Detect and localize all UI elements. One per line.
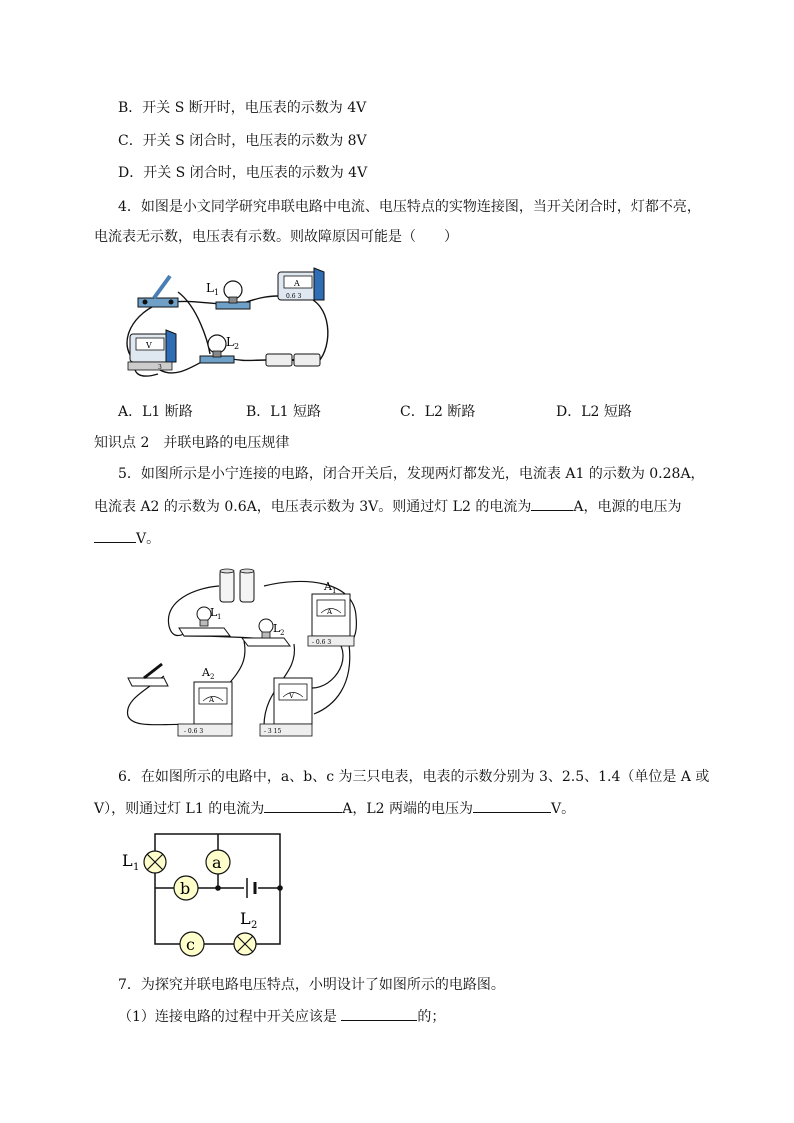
q4-option-d: D．L2 短路 xyxy=(556,404,632,420)
meter-c-icon xyxy=(180,932,204,956)
q3-option-b: B．开关 S 断开时，电压表的示数为 4V xyxy=(118,100,367,116)
section-heading: 知识点 2 并联电路的电压规律 xyxy=(94,435,290,451)
svg-text:2: 2 xyxy=(234,342,240,351)
q6-circuit-figure xyxy=(120,830,290,955)
svg-text:2: 2 xyxy=(210,673,215,681)
q4-stem-line1: 4．如图是小文同学研究串联电路中电流、电压特点的实物连接图，当开关闭合时，灯都不亮， xyxy=(118,199,701,215)
meter-b-icon xyxy=(174,876,198,900)
bulb-l1-icon xyxy=(179,606,230,636)
q5-blank-2[interactable] xyxy=(94,528,136,543)
q7-blank-1[interactable] xyxy=(341,1006,417,1021)
q7-sub1: （1）连接电路的过程中开关应该是 的； xyxy=(118,1006,445,1027)
q5-stem-line2: 电流表 A2 的示数为 0.6A，电压表示数为 3V。则通过灯 L2 的电流为 A，电源的电压为 xyxy=(94,496,681,517)
q6-blank-2[interactable] xyxy=(473,798,551,813)
svg-text:- 0.6 3: - 0.6 3 xyxy=(312,639,332,646)
bulb-l1-icon xyxy=(206,281,250,309)
svg-text:3: 3 xyxy=(158,364,162,371)
q4-option-a: A．L1 断路 xyxy=(118,404,193,420)
q5-stem-line3: V。 xyxy=(94,528,160,549)
svg-text:- 0.6 3: - 0.6 3 xyxy=(184,728,204,735)
q4-option-c: C．L2 断路 xyxy=(400,404,476,420)
svg-text:- 3 15: - 3 15 xyxy=(264,728,282,735)
lamp-l2-icon xyxy=(234,909,257,955)
svg-text:1: 1 xyxy=(214,288,220,297)
lamp-l1-icon xyxy=(122,851,166,873)
svg-text:2: 2 xyxy=(251,920,258,931)
svg-text:L: L xyxy=(240,909,251,928)
svg-text:L: L xyxy=(122,851,133,870)
l1-label: L xyxy=(206,281,214,295)
svg-text:1: 1 xyxy=(217,613,222,621)
svg-text:a: a xyxy=(212,853,222,872)
meter-a-icon xyxy=(206,850,230,874)
svg-text:0.6 3: 0.6 3 xyxy=(286,293,302,300)
svg-text:A: A xyxy=(327,608,333,616)
q6-stem-line2: V），则通过灯 L1 的电流为 A，L2 两端的电压为 V。 xyxy=(94,798,575,819)
ammeter-a2-icon xyxy=(178,666,232,736)
ammeter-icon xyxy=(278,268,324,300)
svg-text:1: 1 xyxy=(133,862,140,873)
switch-icon xyxy=(128,664,168,686)
svg-text:b: b xyxy=(180,879,191,898)
q5-stem-line1: 5．如图所示是小宁连接的电路，闭合开关后，发现两灯都发光，电流表 A1 的示数为 0.28A， xyxy=(118,466,705,482)
svg-text:A: A xyxy=(202,666,210,679)
bulb-l2-icon xyxy=(242,619,290,646)
q3-option-d: D．开关 S 闭合时，电压表的示数为 4V xyxy=(118,165,368,181)
l2-label: L xyxy=(226,335,234,349)
svg-text:A: A xyxy=(324,580,332,593)
battery-icon xyxy=(266,354,320,366)
svg-text:A: A xyxy=(209,696,215,704)
svg-text:c: c xyxy=(186,935,195,954)
svg-text:L: L xyxy=(210,606,218,619)
q6-stem-line1: 6．在如图所示的电路中，a、b、c 为三只电表，电表的示数分别为 3、2.5、1.4（单位是 A 或 xyxy=(118,769,710,785)
voltmeter-icon xyxy=(128,330,176,371)
svg-text:1: 1 xyxy=(332,587,337,595)
q4-circuit-figure xyxy=(118,262,338,382)
q3-option-c: C．开关 S 闭合时，电压表的示数为 8V xyxy=(118,133,367,149)
svg-text:V: V xyxy=(289,692,295,700)
svg-text:L: L xyxy=(273,622,281,635)
ammeter-a1-icon xyxy=(308,580,354,646)
q5-blank-1[interactable] xyxy=(531,496,573,511)
battery-icon xyxy=(220,569,254,602)
q6-blank-1[interactable] xyxy=(264,798,342,813)
switch-icon xyxy=(138,276,178,307)
q4-option-b: B．L1 短路 xyxy=(246,404,321,420)
q7-stem-line1: 7．为探究并联电路电压特点，小明设计了如图所示的电路图。 xyxy=(118,977,505,993)
voltmeter-icon xyxy=(260,678,312,736)
svg-text:A: A xyxy=(294,279,300,288)
svg-text:V: V xyxy=(146,341,152,350)
svg-text:2: 2 xyxy=(280,629,285,637)
q5-circuit-figure xyxy=(124,566,374,746)
q4-stem-line2: 电流表无示数，电压表有示数。则故障原因可能是（ ） xyxy=(94,229,458,245)
